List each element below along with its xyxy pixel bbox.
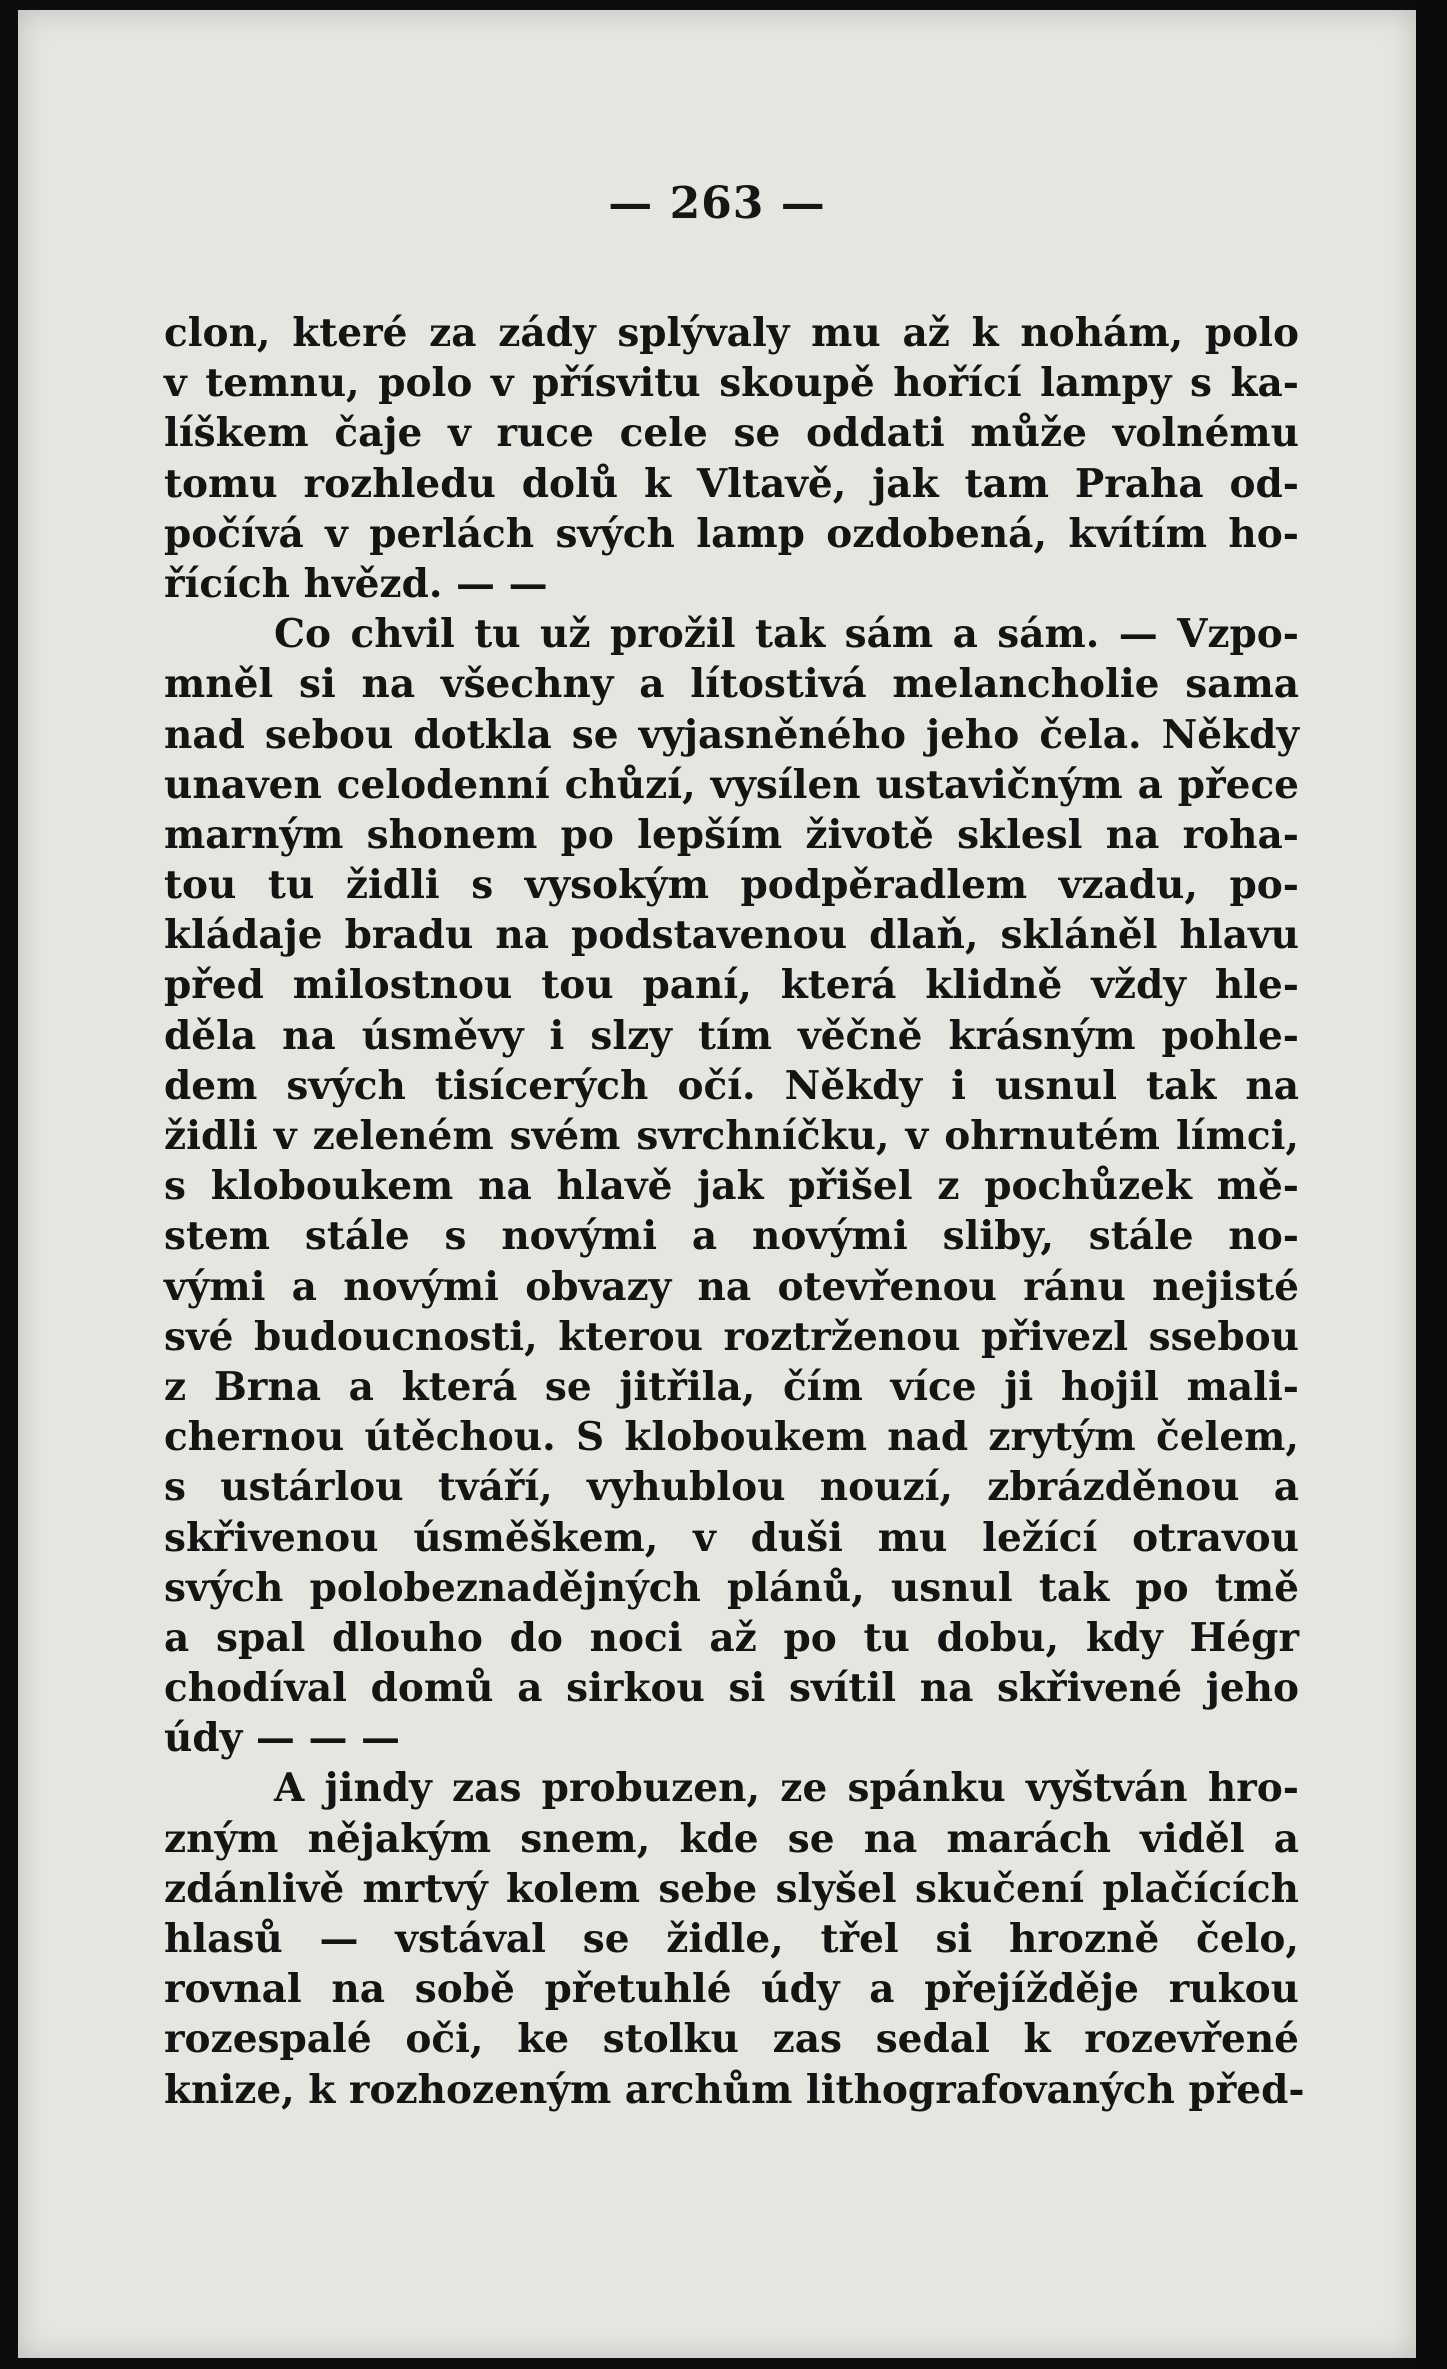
text-line: marným shonem po lepším životě sklesl na roha- (164, 811, 1299, 858)
text-line: chernou útěchou. S kloboukem nad zrytým čelem, (164, 1414, 1299, 1461)
text-line: s kloboukem na hlavě jak přišel z pochůzek mě- (164, 1163, 1299, 1210)
text-line: stem stále s novými a novými sliby, stále no- (164, 1213, 1299, 1260)
page-number: — 263 — (608, 178, 826, 229)
text-line: rozespalé oči, ke stolku zas sedal k rozevřené (164, 2016, 1299, 2063)
text-line: údy — — — (164, 1715, 401, 1762)
text-line: svých polobeznadějných plánů, usnul tak po tmě (164, 1564, 1299, 1611)
text-line: kládaje bradu na podstavenou dlaň, skláněl hlavu (164, 912, 1299, 959)
body-text (164, 308, 1305, 2115)
text-line: knize, k rozhozeným archům lithografovaných před- (164, 2066, 1305, 2113)
text-line: skřivenou úsměškem, v duši mu ležící otravou (164, 1514, 1299, 1561)
text-line: děla na úsměvy i slzy tím věčně krásným pohle- (164, 1012, 1299, 1059)
text-line: líškem čaje v ruce cele se oddati může volnému (164, 410, 1299, 457)
text-line: zdánlivě mrtvý kolem sebe slyšel skučení plačících (164, 1865, 1299, 1912)
text-line: a spal dlouho do noci až po tu dobu, kdy Hégr (164, 1614, 1299, 1661)
scan-edge (1416, 0, 1447, 2369)
text-line: zným nějakým snem, kde se na marách viděl a (164, 1815, 1299, 1862)
text-line: počívá v perlách svých lamp ozdobená, kvítím ho- (164, 510, 1299, 557)
text-line: před milostnou tou paní, která klidně vždy hle- (164, 962, 1299, 1009)
text-line: hlasů — vstával se židle, třel si hrozně čelo, (164, 1916, 1299, 1962)
text-line: clon, které za zády splývaly mu až k nohám, polo (164, 310, 1299, 356)
text-line: nad sebou dotkla se vyjasněného jeho čela. Někdy (164, 711, 1299, 758)
text-line: Co chvil tu už prožil tak sám a sám. — Vzpo- (274, 611, 1299, 658)
text-line: A jindy zas probuzen, ze spánku vyštván hro- (274, 1765, 1299, 1812)
text-line: rovnal na sobě přetuhlé údy a přejížděje rukou (164, 1966, 1299, 2013)
text-line: s ustárlou tváří, vyhublou nouzí, zbrázděnou a (164, 1464, 1299, 1511)
text-line: tomu rozhledu dolů k Vltavě, jak tam Praha od- (164, 460, 1299, 507)
text-line: v temnu, polo v přísvitu skoupě hořící lampy s ka- (164, 360, 1299, 407)
book-page (18, 10, 1416, 2358)
text-line: řících hvězd. — — (164, 560, 548, 607)
text-line: z Brna a která se jitřila, čím více ji hojil mali- (164, 1363, 1299, 1410)
text-line: unaven celodenní chůzí, vysílen ustavičným a přece (164, 761, 1299, 808)
text-line: mněl si na všechny a lítostivá melancholie sama (164, 661, 1299, 708)
text-line: své budoucnosti, kterou roztrženou přivezl ssebou (164, 1313, 1299, 1360)
text-line: dem svých tisícerých očí. Někdy i usnul tak na (164, 1062, 1299, 1109)
text-line: židli v zeleném svém svrchníčku, v ohrnutém límci, (164, 1113, 1299, 1159)
text-line: tou tu židli s vysokým podpěradlem vzadu, po- (164, 862, 1299, 909)
text-line: vými a novými obvazy na otevřenou ránu nejisté (164, 1263, 1299, 1310)
text-line: chodíval domů a sirkou si svítil na skřivené jeho (164, 1665, 1299, 1712)
